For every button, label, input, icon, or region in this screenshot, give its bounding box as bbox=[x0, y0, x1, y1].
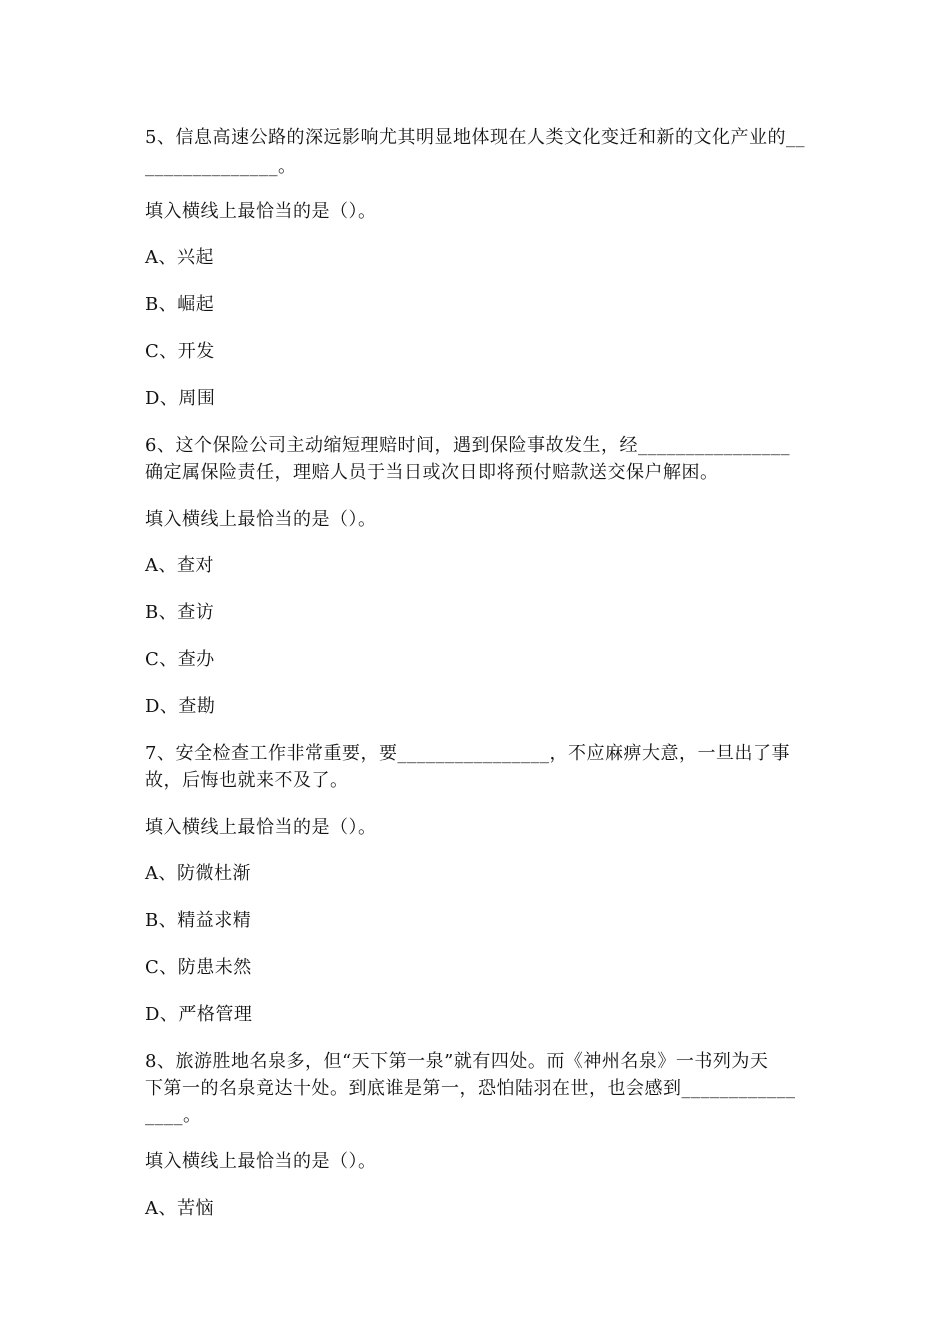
question-8-stem-line-2: 下第一的名泉竟达十处。到底谁是第一，恐怕陆羽在世，也会感到____________ bbox=[145, 1078, 796, 1099]
question-8-stem-line-1: 8、旅游胜地名泉多，但“天下第一泉”就有四处。而《神州名泉》一书列为天 bbox=[145, 1051, 769, 1072]
question-5-option-a: A、兴起 bbox=[145, 247, 214, 268]
question-7-option-a: A、防微杜渐 bbox=[145, 863, 251, 884]
question-6-stem-line-1: 6、这个保险公司主动缩短理赔时间，遇到保险事故发生，经________________ bbox=[145, 435, 790, 456]
question-5-prompt: 填入横线上最恰当的是（）。 bbox=[145, 201, 377, 222]
question-6-stem-line-2: 确定属保险责任，理赔人员于当日或次日即将预付赔款送交保户解困。 bbox=[145, 462, 719, 483]
question-6-option-b: B、查访 bbox=[145, 602, 215, 623]
question-7-option-c: C、防患未然 bbox=[145, 957, 252, 978]
question-7-stem-line-1: 7、安全检查工作非常重要，要________________，不应麻痹大意，一旦出了事 bbox=[145, 743, 790, 764]
question-7-prompt: 填入横线上最恰当的是（）。 bbox=[145, 817, 377, 838]
question-7-option-d: D、严格管理 bbox=[145, 1004, 253, 1025]
question-7-option-b: B、精益求精 bbox=[145, 910, 252, 931]
question-5-stem-line-2: ______________。 bbox=[145, 156, 297, 177]
question-8-stem-line-3: ____。 bbox=[145, 1105, 202, 1126]
question-5-option-c: C、开发 bbox=[145, 341, 215, 362]
question-5-option-b: B、崛起 bbox=[145, 294, 215, 315]
question-6-prompt: 填入横线上最恰当的是（）。 bbox=[145, 509, 377, 530]
question-7-stem-line-2: 故，后悔也就来不及了。 bbox=[145, 770, 349, 791]
question-5-option-d: D、周围 bbox=[145, 388, 216, 409]
question-6-option-c: C、查办 bbox=[145, 649, 215, 670]
question-8-prompt: 填入横线上最恰当的是（）。 bbox=[145, 1151, 377, 1172]
question-5-stem-line-1: 5、信息高速公路的深远影响尤其明显地体现在人类文化变迁和新的文化产业的__ bbox=[145, 127, 805, 148]
question-6-option-d: D、查勘 bbox=[145, 696, 216, 717]
question-8-option-a: A、苦恼 bbox=[145, 1198, 214, 1219]
question-6-option-a: A、查对 bbox=[145, 555, 214, 576]
